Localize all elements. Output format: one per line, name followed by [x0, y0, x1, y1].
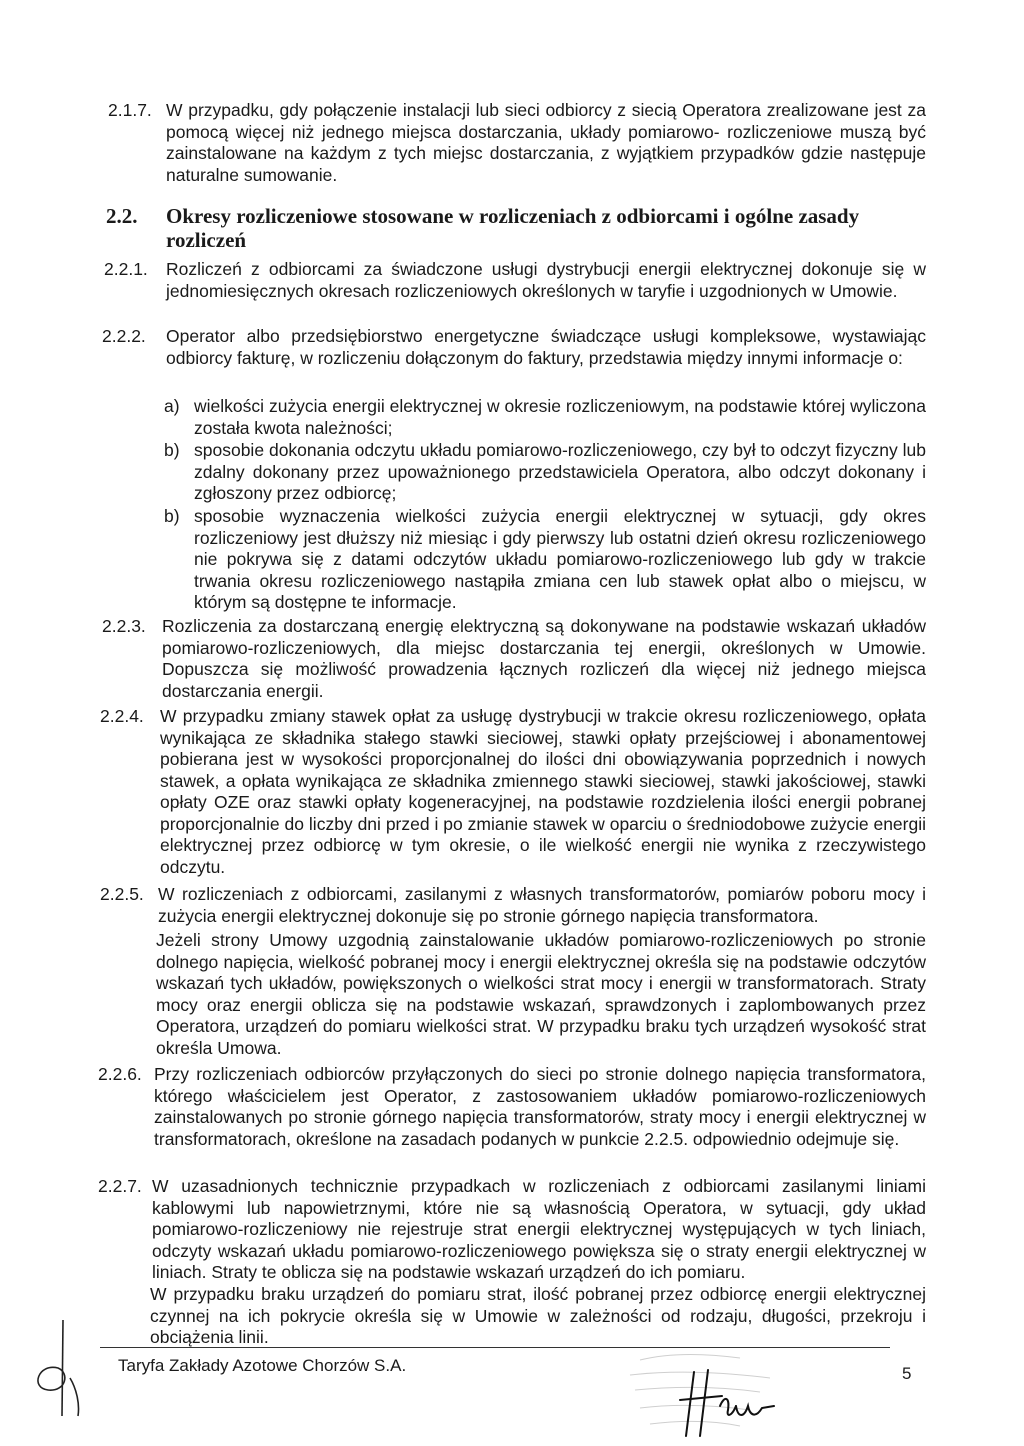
- item-number: 2.2.6.: [98, 1064, 142, 1084]
- paragraph-text: W przypadku, gdy połączenie instalacji lub sieci odbiorcy z siecią Operatora zrealizowane jest za pomocą więcej niż jednego miejsca dostarczania, układy pomiarowo- rozliczeniowe muszą być zainstalowane na każdym z tych miejsc dostarczania, z wyjątkiem przypadków gdzie następuje naturalne sumowanie.: [166, 100, 926, 185]
- paragraph-text: Operator albo przedsiębiorstwo energetyczne świadczące usługi kompleksowe, wystawiając odbiorcy fakturę, w rozliczeniu dołączonym do faktury, przedstawia między innymi informacje o:: [166, 326, 926, 368]
- list-item-text: sposobie wyznaczenia wielkości zużycia energii elektrycznej w sytuacji, gdy okres rozliczeniowy jest dłuższy niż miesiąc i gdy pierwszy lub ostatni dzień okresu rozliczeniowego nie pokrywa się z datami odczytów układu pomiarowo-rozliczeniowego lub gdy w trakcie trwania okresu rozliczeniowego nastąpiła zmiana cen lub stawek opłat albo o miejscu, w którym są dostępne te informacje.: [194, 506, 926, 612]
- list-letter: b): [164, 506, 180, 526]
- section-number: 2.2.: [106, 204, 138, 228]
- paragraph-text: Rozliczenia za dostarczaną energię elektryczną są dokonywane na podstawie wskazań układów pomiarowo-rozliczeniowych, dla miejsc dostarczania tej energii, określonych w Umowie. Dopuszcza się możliwość prowadzenia łącznych rozliczeń dla więcej niż jednego miejsca dostarczania energii.: [162, 616, 926, 701]
- item-number: 2.2.2.: [102, 326, 146, 346]
- paragraph-text: W przypadku zmiany stawek opłat za usługę dystrybucji w trakcie okresu rozliczeniowego, opłata wynikająca ze składnika stałego stawki sieciowej, stawki opłaty przejściowej i abonamentowej pobierana jest w wysokości proporcjonalnej do ilości dni obowiązywania poprzednich i nowych stawek, a opłata wynikająca ze składnika zmiennego stawki sieciowej, stawki jakościowej, stawki opłaty OZE oraz stawki opłaty kogeneracyjnej, na podstawie rozdzielenia ilości energii pobranej proporcjonalnie do liczby dni przed i po zmianie stawek w oparciu o średniodobowe zużycie energii elektrycznej przez odbiorcę w tym okresie, o ile wielkość energii nie wynika z rzeczywistego odczytu.: [160, 706, 926, 877]
- paragraph-text: Rozliczeń z odbiorcami za świadczone usługi dystrybucji energii elektrycznej dokonuje się w jednomiesięcznych okresach rozliczeniowych określonych w taryfie i uzgodnionych w Umowie.: [166, 259, 926, 301]
- item-number: 2.2.3.: [102, 616, 146, 636]
- section-heading: Okresy rozliczeniowe stosowane w rozliczeniach z odbiorcami i ogólne zasady rozliczeń: [166, 204, 860, 252]
- paragraph-text: W przypadku braku urządzeń do pomiaru strat, ilość pobranej przez odbiorcę energii elektrycznej czynnej na ich pokrycie określa się w Umowie w zależności od rodzaju, długości, przekroju i obciążenia linii.: [150, 1284, 926, 1347]
- item-number: 2.2.4.: [100, 706, 144, 726]
- list-letter: a): [164, 396, 180, 416]
- paragraph-text: W rozliczeniach z odbiorcami, zasilanymi z własnych transformatorów, pomiarów poboru mocy i zużycia energii elektrycznej dokonuje się po stronie górnego napięcia transformatora.: [158, 884, 926, 926]
- signature-icon: [672, 1366, 782, 1446]
- item-number: 2.2.1.: [104, 259, 148, 279]
- item-number: 2.1.7.: [108, 100, 152, 120]
- item-number: 2.2.5.: [100, 884, 144, 904]
- paragraph-text: Jeżeli strony Umowy uzgodnią zainstalowanie układów pomiarowo-rozliczeniowych po stronie dolnego napięcia, wielkość pobranej mocy i energii elektrycznej określa się na podstawie odczytów wskazań tych układów, powiększonych o wielkości strat mocy i energii w transformatorach. Straty mocy oraz energii oblicza się na podstawie wskazań, sprawdzonych i zaplombowanych przez Operatora, urządzeń do pomiaru wielkości strat. W przypadku braku tych urządzeń wysokość strat określa Umowa.: [156, 930, 926, 1058]
- list-item-text: sposobie dokonania odczytu układu pomiarowo-rozliczeniowego, czy był to odczyt fizyczny lub zdalny dokonany przez upoważnionego przedstawiciela Operatora, albo odczyt dokonany i zgłoszony przez odbiorcę;: [194, 440, 926, 503]
- footer-company: Taryfa Zakłady Azotowe Chorzów S.A.: [118, 1356, 407, 1375]
- paragraph-text: Przy rozliczeniach odbiorców przyłączonych do sieci po stronie dolnego napięcia transformatora, którego właścicielem jest Operator, z zastosowaniem układów pomiarowo-rozliczeniowych zainstalowanych po stronie górnego napięcia transformatorów, straty mocy i energii elektrycznej w transformatorach, określone na zasadach podanych w punkcie 2.2.5. odpowiednio odejmuje się.: [154, 1064, 926, 1149]
- list-letter: b): [164, 440, 180, 460]
- page-number: 5: [902, 1364, 912, 1383]
- paragraph-text: W uzasadnionych technicznie przypadkach w rozliczeniach z odbiorcami zasilanymi liniami kablowymi lub napowietrznymi, które nie są własnością Operatora, w sytuacji, gdy układ pomiarowo-rozliczeniowy nie rejestruje strat energii elektrycznej występujących w tych liniach, odczyty wskazań układu pomiarowo-rozliczeniowego powiększa się o straty energii elektrycznej w liniach. Straty te oblicza się na podstawie wskazań urządzeń do ich pomiaru.: [152, 1176, 926, 1282]
- list-item-text: wielkości zużycia energii elektrycznej w okresie rozliczeniowym, na podstawie której wyliczona została kwota należności;: [194, 396, 926, 438]
- margin-initials-icon: [18, 1318, 98, 1418]
- item-number: 2.2.7.: [98, 1176, 142, 1196]
